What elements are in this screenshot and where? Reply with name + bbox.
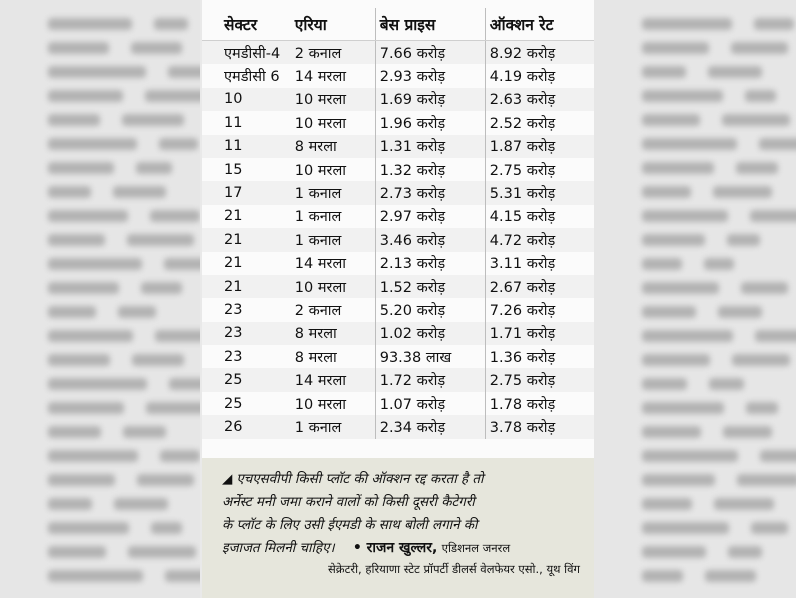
blurred-left-newspaper: [0, 0, 200, 598]
cell-auction-rate: 4.19 करोड़: [489, 69, 556, 86]
cell-area: 8 मरला: [293, 345, 375, 368]
cell-area: 10 मरला: [293, 158, 375, 181]
cell-base-price: 2.73 करोड़: [375, 181, 485, 204]
quote-box: [202, 458, 594, 598]
quote-marker-icon: ◢: [222, 472, 233, 487]
cell-base-price: 93.38 लाख: [375, 345, 485, 368]
table-header-row: [202, 8, 594, 41]
quote-line-4: इजाजत मिलनी चाहिए।: [222, 541, 335, 556]
table-row: [202, 205, 594, 228]
quote-line-1: एचएसवीपी किसी प्लॉट की ऑक्शन रद्द करता है तो: [236, 472, 484, 487]
cell-area: 14 मरला: [293, 252, 375, 275]
cell-auction-rate: 4.72 करोड़: [485, 228, 594, 251]
cell-auction-rate: 2.75 करोड़: [485, 368, 594, 391]
cell-auction-rate: 1.71 करोड़: [485, 322, 594, 345]
cell-sector: 25: [224, 395, 243, 412]
table-row: [202, 298, 594, 321]
cell-auction-rate: 8.92 करोड़: [485, 41, 594, 65]
cell-base-price: 1.52 करोड़: [375, 275, 485, 298]
cell-base-price: 5.20 करोड़: [375, 298, 485, 321]
table-row: [202, 88, 594, 111]
table-row: [202, 111, 594, 134]
table-row: [202, 415, 594, 438]
cell-area: 1 कनाल: [293, 205, 375, 228]
cell-area: 10 मरला: [293, 111, 375, 134]
cell-sector: 23: [224, 301, 243, 318]
table-row: [202, 135, 594, 158]
table-row: [202, 64, 594, 87]
quote-line-2: अर्नेस्ट मनी जमा कराने वालों को किसी दूसरी कैटेगरी: [222, 495, 475, 510]
header-sector: सेक्टर: [202, 8, 293, 41]
table-row: [202, 368, 594, 391]
quote-author: राजन खुल्लर,: [366, 540, 438, 556]
table-row: [202, 345, 594, 368]
table-row: [202, 275, 594, 298]
cell-base-price: 2.13 करोड़: [375, 252, 485, 275]
header-base-price: बेस प्राइस: [375, 8, 485, 41]
cell-base-price: 2.93 करोड़: [375, 64, 485, 87]
cell-base-price: 3.46 करोड़: [375, 228, 485, 251]
quote-organization: सेक्रेटरी, हरियाणा स्टेट प्रॉपर्टी डीलर्स वेलफेयर एसो., यूथ विंग: [327, 562, 580, 576]
cell-area: 1 कनाल: [293, 415, 375, 438]
header-area: एरिया: [293, 8, 375, 41]
table-row: [202, 228, 594, 251]
cell-area: 14 मरला: [293, 368, 375, 391]
cell-sector: 21: [202, 275, 293, 298]
cell-sector: 26: [202, 415, 293, 438]
cell-area: 14 मरला: [293, 64, 375, 87]
cell-auction-rate: 7.26 करोड़: [489, 302, 556, 319]
cell-sector: 25: [202, 368, 293, 391]
table-body: [202, 41, 594, 439]
cell-area: 10 मरला: [293, 392, 375, 415]
cell-sector: 23: [202, 322, 293, 345]
quote-author-role: एडिशनल जनरल: [441, 541, 511, 555]
cell-base-price: 1.96 करोड़: [375, 111, 485, 134]
cell-base-price: 1.07 करोड़: [375, 392, 485, 415]
cell-auction-rate: 1.87 करोड़: [485, 135, 594, 158]
cell-area: 10 मरला: [293, 275, 375, 298]
cell-sector: 11: [202, 135, 293, 158]
auction-rates-table: [202, 8, 594, 439]
cell-sector: 10: [202, 88, 293, 111]
newspaper-clipping: [202, 0, 594, 598]
cell-auction-rate: 2.67 करोड़: [485, 275, 594, 298]
cell-base-price: 1.02 करोड़: [375, 322, 485, 345]
table-row: [202, 158, 594, 181]
quote-text: [222, 468, 580, 560]
cell-sector: 11: [224, 114, 243, 131]
cell-base-price: 1.32 करोड़: [375, 158, 485, 181]
cell-auction-rate: 2.63 करोड़: [485, 88, 594, 111]
quote-line-3: के प्लॉट के लिए उसी ईएमडी के साथ बोली लगाने की: [222, 518, 478, 533]
cell-auction-rate: 4.15 करोड़: [489, 209, 556, 226]
cell-area: 8 मरला: [293, 135, 375, 158]
cell-area: 1 कनाल: [293, 181, 375, 204]
cell-auction-rate: 3.11 करोड़: [489, 256, 556, 273]
cell-sector: 21: [202, 228, 293, 251]
cell-sector: 23: [224, 348, 243, 365]
cell-area: 2 कनाल: [293, 298, 375, 321]
cell-area: 1 कनाल: [293, 228, 375, 251]
cell-base-price: 7.66 करोड़: [375, 41, 485, 65]
cell-area: 10 मरला: [293, 88, 375, 111]
cell-base-price: 1.31 करोड़: [375, 135, 485, 158]
cell-base-price: 2.34 करोड़: [375, 415, 485, 438]
cell-sector: 17: [202, 181, 293, 204]
table-row: [202, 392, 594, 415]
cell-base-price: 1.72 करोड़: [375, 368, 485, 391]
cell-sector: एमडीसी-4: [202, 41, 293, 65]
cell-auction-rate: 1.78 करोड़: [489, 396, 556, 413]
cell-sector: 21: [224, 208, 243, 225]
cell-area: 8 मरला: [293, 322, 375, 345]
cell-auction-rate: 5.31 करोड़: [485, 181, 594, 204]
cell-sector: 21: [224, 255, 243, 272]
header-auction-rate: ऑक्शन रेट: [485, 8, 594, 41]
table-row: [202, 41, 594, 65]
table-row: [202, 181, 594, 204]
table-row: [202, 252, 594, 275]
cell-sector: एमडीसी 6: [224, 69, 280, 86]
cell-base-price: 2.97 करोड़: [375, 205, 485, 228]
table-row: [202, 322, 594, 345]
quote-byline: • राजन खुल्लर, एडिशनल जनरल: [352, 540, 511, 556]
blurred-right-newspaper: [594, 0, 796, 598]
cell-auction-rate: 2.75 करोड़: [489, 162, 556, 179]
cell-area: 2 कनाल: [293, 41, 375, 65]
cell-sector: 15: [224, 161, 243, 178]
cell-base-price: 1.69 करोड़: [375, 88, 485, 111]
cell-auction-rate: 2.52 करोड़: [489, 115, 556, 132]
cell-auction-rate: 3.78 करोड़: [485, 415, 594, 438]
cell-auction-rate: 1.36 करोड़: [489, 349, 556, 366]
